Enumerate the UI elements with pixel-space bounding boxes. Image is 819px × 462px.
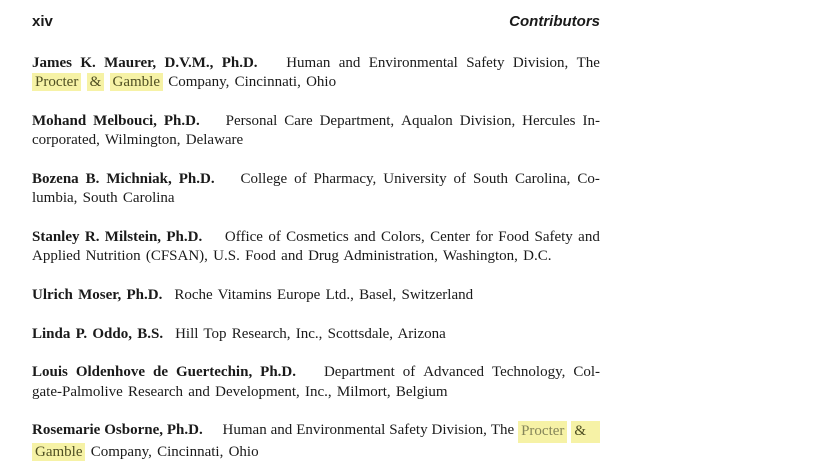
affiliation-text: of xyxy=(402,364,416,381)
affiliation-text: Advanced xyxy=(423,364,485,381)
affiliation-text: Environmental xyxy=(368,55,458,71)
name-gap xyxy=(222,170,234,189)
contributor-entry xyxy=(32,286,600,305)
affiliation-text: In- xyxy=(582,112,600,129)
contributor-name: Milstein, xyxy=(104,228,162,245)
entry-line xyxy=(32,325,600,344)
name-gap xyxy=(304,363,316,382)
contributor-name: K. xyxy=(80,55,96,71)
name-gap xyxy=(208,228,220,247)
affiliation-text: Department, xyxy=(319,112,395,129)
entry-line xyxy=(32,363,600,382)
contributor-entry xyxy=(32,170,600,209)
affiliation-text: corporated, Wilmington, Delaware xyxy=(32,132,244,149)
entry-line xyxy=(32,112,600,131)
affiliation-text: University xyxy=(383,170,447,187)
affiliation-text: Pharmacy, xyxy=(313,170,377,187)
contributor-name: Ph.D. xyxy=(163,112,200,129)
highlighted-word: & xyxy=(571,421,600,442)
affiliation-text: of xyxy=(453,170,467,187)
affiliation-text: Company, Cincinnati, Ohio xyxy=(85,443,259,460)
contributors-list xyxy=(32,54,600,462)
contributor-entry xyxy=(32,421,600,462)
affiliation-text: Human xyxy=(222,422,267,439)
page-number: xiv xyxy=(32,13,53,30)
contributor-name: Ph.D. xyxy=(166,228,203,245)
contributor-name: Linda P. Oddo, B.S. xyxy=(32,325,164,342)
affiliation-text: The xyxy=(490,422,515,439)
contributor-name: Louis xyxy=(32,364,68,381)
contributor-name: R. xyxy=(84,228,100,245)
contributor-name: Bozena xyxy=(32,170,79,187)
affiliation-text: lumbia, South Carolina xyxy=(32,190,175,207)
contributor-name: Ph.D. xyxy=(260,364,297,381)
entry-line xyxy=(32,228,600,247)
affiliation-text: Food xyxy=(498,228,530,245)
affiliation-text: Carolina, xyxy=(514,170,571,187)
affiliation-text: Hill Top Research, Inc., Scottsdale, Arizona xyxy=(175,325,446,342)
entry-line xyxy=(32,383,600,402)
affiliation-text: Care xyxy=(284,112,313,129)
entry-line xyxy=(32,286,600,305)
contributor-name: Maurer, xyxy=(104,55,157,71)
affiliation-text: Division, xyxy=(512,55,569,71)
affiliation-text: of xyxy=(294,170,307,187)
contributor-name: Guertechin, xyxy=(175,364,253,381)
affiliation-text: of xyxy=(268,228,281,245)
affiliation-text: Aqualon xyxy=(401,112,453,129)
contributor-name: Osborne, xyxy=(104,422,163,439)
contributor-name: Mohand xyxy=(32,112,87,129)
entry-line xyxy=(32,170,600,189)
affiliation-text: for xyxy=(475,228,493,245)
affiliation-text: and xyxy=(578,228,600,245)
affiliation-text: College xyxy=(240,170,288,187)
contributor-name: Ph.D. xyxy=(166,422,203,439)
affiliation-text: Division, xyxy=(459,112,516,129)
affiliation-text: Colors, xyxy=(381,228,425,245)
affiliation-text: Personal xyxy=(225,112,278,129)
highlighted-word: Gamble xyxy=(32,443,85,461)
entry-line xyxy=(32,189,600,208)
contributor-name: Ph.D. xyxy=(221,55,258,71)
affiliation-text xyxy=(104,74,109,90)
entry-line xyxy=(32,247,600,266)
contributor-name: Melbouci, xyxy=(93,112,157,129)
entry-line xyxy=(32,54,600,73)
affiliation-text: Center xyxy=(430,228,471,245)
name-gap xyxy=(207,421,219,442)
affiliation-text: Hercules xyxy=(522,112,576,129)
highlighted-word: & xyxy=(87,73,105,91)
affiliation-text: Safety xyxy=(389,422,428,439)
affiliation-text: Safety xyxy=(534,228,573,245)
affiliation-text: Technology, xyxy=(491,364,566,381)
entry-line xyxy=(32,131,600,150)
contributor-name: Michniak, xyxy=(106,170,172,187)
highlighted-word-faded: Procter xyxy=(518,421,567,442)
affiliation-text: Division, xyxy=(431,422,487,439)
page-header xyxy=(32,13,600,30)
contributor-name: James xyxy=(32,55,72,71)
affiliation-text: and xyxy=(270,422,293,439)
affiliation-text: Co- xyxy=(577,170,600,187)
affiliation-text: Col- xyxy=(573,364,600,381)
contributor-entry xyxy=(32,363,600,402)
contributor-name: Rosemarie xyxy=(32,422,101,439)
highlighted-word: Procter xyxy=(32,73,81,91)
entry-line xyxy=(32,73,600,92)
affiliation-text: Department xyxy=(323,364,395,381)
affiliation-text: Company, Cincinnati, Ohio xyxy=(162,74,337,91)
affiliation-text: Office xyxy=(224,228,263,245)
contributor-name: de xyxy=(152,364,168,381)
contributor-name: Ulrich Moser, Ph.D. xyxy=(32,286,163,303)
affiliation-text: The xyxy=(576,55,600,71)
affiliation-text: and xyxy=(354,228,376,245)
affiliation-text: and xyxy=(338,55,361,71)
name-gap xyxy=(207,112,219,131)
affiliation-text: Roche Vitamins Europe Ltd., Basel, Switzerland xyxy=(174,286,474,303)
affiliation-text: Environmental xyxy=(296,422,386,439)
affiliation-text: South xyxy=(473,170,509,187)
contributor-name: Oldenhove xyxy=(75,364,146,381)
contributor-entry xyxy=(32,112,600,151)
highlighted-word: Gamble xyxy=(110,73,163,91)
contributor-name: Stanley xyxy=(32,228,80,245)
contributor-name: Ph.D. xyxy=(178,170,215,187)
affiliation-text: Cosmetics xyxy=(286,228,349,245)
contributor-name: B. xyxy=(85,170,100,187)
contributor-name: D.V.M., xyxy=(164,55,214,71)
entry-line xyxy=(32,421,600,442)
running-header-title: Contributors xyxy=(509,13,600,30)
contributor-entry xyxy=(32,54,600,93)
entry-line xyxy=(32,443,600,462)
contributor-entry xyxy=(32,228,600,267)
contributor-entry xyxy=(32,325,600,344)
affiliation-text xyxy=(81,74,86,90)
name-gap xyxy=(266,54,278,73)
affiliation-text: Applied Nutrition (CFSAN), U.S. Food and Drug Administration, Washington, D.C. xyxy=(32,248,552,265)
affiliation-text: gate-Palmolive Research and Development, Inc., Milmort, Belgium xyxy=(32,383,448,400)
affiliation-text: Safety xyxy=(466,55,505,71)
affiliation-text: Human xyxy=(286,55,331,71)
